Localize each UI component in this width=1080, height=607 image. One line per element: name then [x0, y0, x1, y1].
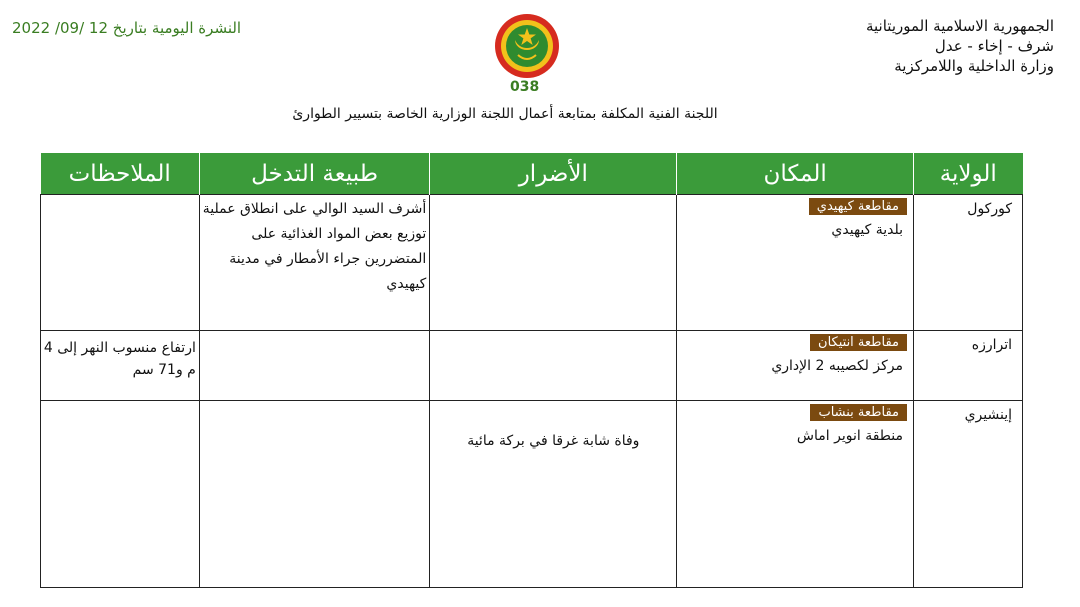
- ministry-name: وزارة الداخلية واللامركزية: [894, 57, 1054, 75]
- place-name: مركز لكصيبه 2 الإداري: [771, 358, 904, 374]
- national-emblem-icon: [494, 13, 560, 79]
- bulletin-date-line: [12, 19, 241, 37]
- column-header-wilaya: الولاية: [914, 153, 1023, 195]
- intervention-cell: [199, 401, 429, 588]
- intervention-text: أشرف السيد الوالي على انطلاق عملية توزيع بعض المواد الغذائية على المتضررين جراء الأمطار في مدينة كيهيدي: [202, 201, 427, 292]
- wilaya-cell: إينشيري: [914, 401, 1023, 588]
- bulletin-number: 038: [510, 79, 540, 95]
- column-header-intervention: طبيعة التدخل: [199, 153, 429, 195]
- column-header-place: المكان: [677, 153, 914, 195]
- notes-text: [41, 195, 199, 201]
- notes-cell: [41, 331, 200, 401]
- intervention-text: [200, 331, 429, 333]
- damage-text: [430, 195, 676, 227]
- republic-header: [866, 16, 1054, 76]
- column-header-damage: الأضرار: [430, 153, 677, 195]
- place-name: منطقة انوير اماش: [796, 428, 904, 444]
- place-cell: [677, 195, 914, 331]
- table-header-row: [41, 153, 1023, 195]
- moughataa-badge: مقاطعة انتيكان: [810, 334, 907, 351]
- column-header-notes: الملاحظات: [41, 153, 200, 195]
- intervention-cell: [199, 195, 429, 331]
- table-row: [41, 401, 1023, 588]
- emergency-report-table: [40, 153, 1023, 588]
- bulletin-prefix: النشرة اليومية بتاريخ: [112, 19, 242, 37]
- moughataa-badge: مقاطعة بنشاب: [810, 404, 907, 421]
- intervention-text: [200, 401, 429, 403]
- table-row: [41, 331, 1023, 401]
- bulletin-date: 2022 /09/ 12: [12, 19, 108, 37]
- wilaya-cell: اترارزه: [914, 331, 1023, 401]
- place-cell: [677, 331, 914, 401]
- intervention-cell: [199, 331, 429, 401]
- notes-cell: [41, 401, 200, 588]
- damage-text: [430, 331, 676, 363]
- wilaya-cell: كوركول: [914, 195, 1023, 331]
- place-name: بلدية كيهيدي: [831, 222, 904, 238]
- notes-text: ارتفاع منسوب النهر إلى 4 م و71 سم: [43, 340, 196, 378]
- damage-cell: [430, 195, 677, 331]
- damage-cell: [430, 401, 677, 588]
- republic-name: الجمهورية الاسلامية الموريتانية: [865, 17, 1054, 35]
- damage-cell: [430, 331, 677, 401]
- place-cell: [677, 401, 914, 588]
- notes-cell: [41, 195, 200, 331]
- notes-text: [41, 401, 199, 407]
- motto: شرف - إخاء - عدل: [934, 37, 1054, 55]
- moughataa-badge: مقاطعة كيهيدي: [809, 198, 907, 215]
- damage-text: وفاة شابة غرقا في بركة مائية: [467, 433, 640, 449]
- table-row: [41, 195, 1023, 331]
- committee-subtitle: اللجنة الفنية المكلفة بمتابعة أعمال اللجنة الوزارية الخاصة بتسيير الطوارئ: [292, 106, 718, 122]
